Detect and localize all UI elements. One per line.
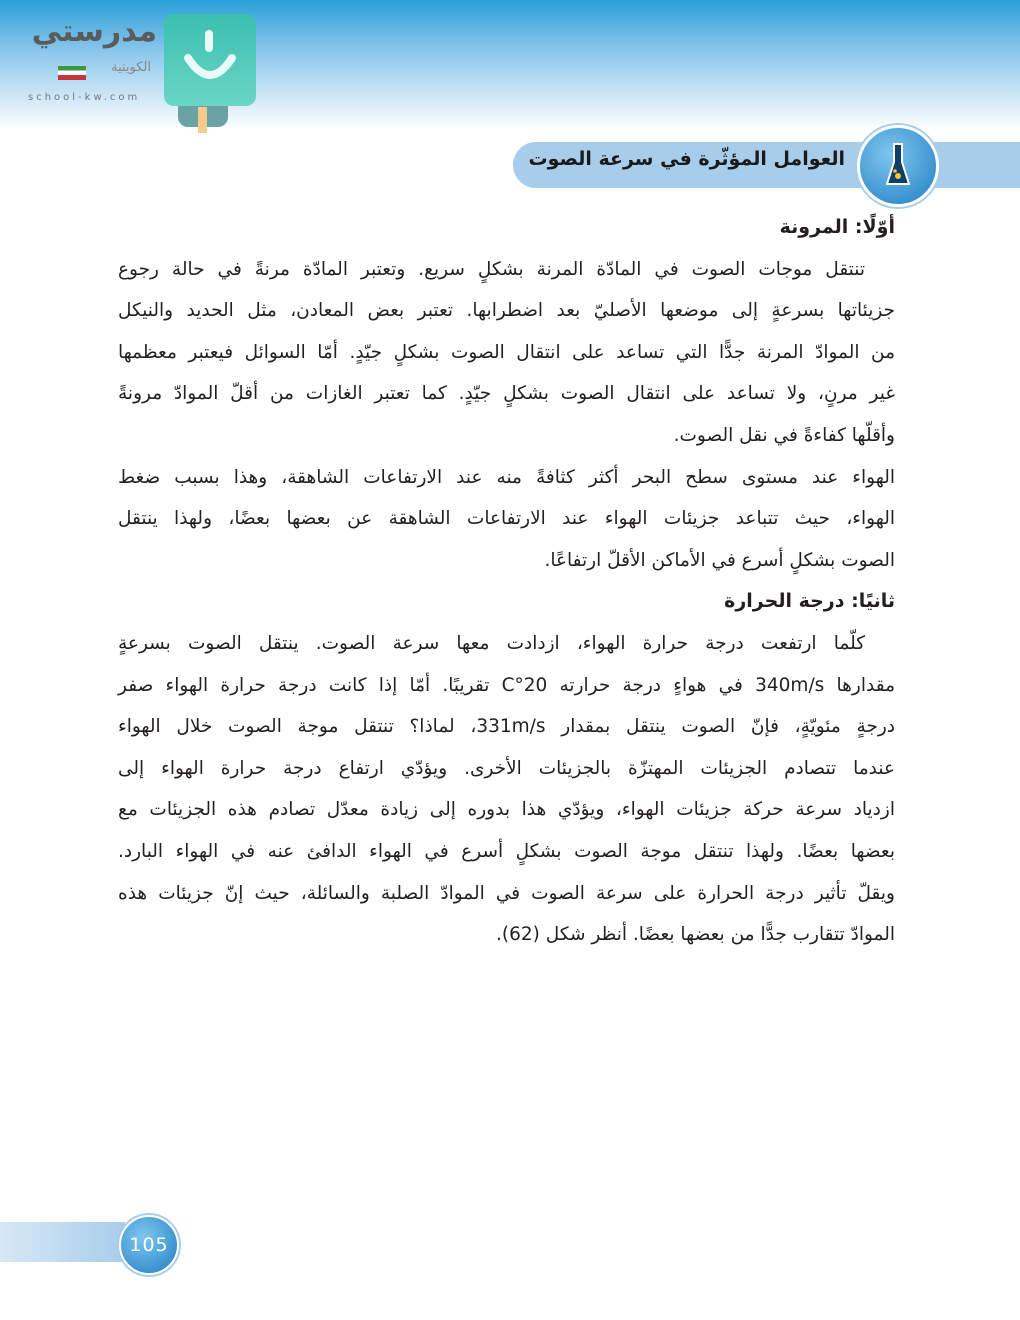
paragraph-line: ازدياد سرعة حركة جزيئات الهواء، ويؤدّي هذا بدوره إلى زيادة معدّل تصادم هذه الجزيئات مع — [118, 799, 895, 821]
paragraph-line: كلّما ارتفعت درجة حرارة الهواء، ازدادت معها سرعة الصوت. ينتقل الصوت بسرعةٍ — [118, 632, 865, 654]
heading-temperature: ثانيًا: درجة الحرارة — [724, 590, 895, 613]
paragraph-line: ويقلّ تأثير درجة الحرارة على سرعة الصوت في الموادّ الصلبة والسائلة، حيث إنّ جزيئات هذه — [118, 882, 895, 904]
paragraph-line: الموادّ تتقارب جدًّا من بعضها بعضًا. أنظر شكل (62). — [496, 924, 895, 946]
paragraph-line: من الموادّ المرنة جدًّا التي تساعد على انتقال الصوت بشكلٍ جيّدٍ. أمّا السوائل فيعتبر معظمها — [118, 341, 895, 363]
logo-stick — [198, 107, 207, 133]
paragraph-line: الصوت بشكلٍ أسرع في الأماكن الأقلّ ارتفاعًا. — [544, 549, 895, 571]
paragraph-line: تنتقل موجات الصوت في المادّة المرنة بشكلٍ سريع. وتعتبر المادّة مرنةً في حالة رجوع — [118, 258, 865, 280]
paragraph-line: الهواء عند مستوى سطح البحر أكثر كثافةً منه عند الارتفاعات الشاهقة، وهذا بسبب ضغط — [118, 466, 895, 488]
heading-elasticity: أوّلًا: المرونة — [779, 216, 895, 238]
section-title: العوامل المؤثّرة في سرعة الصوت — [528, 148, 845, 170]
paragraph-line: مقدارها 340m/s في هواءٍ درجة حرارته 20°C تقريبًا. أمّا إذا كانت درجة حرارة الهواء صفر — [118, 674, 895, 696]
paragraph-line: وأقلّها كفاءةً في نقل الصوت. — [673, 424, 895, 446]
paragraph-line: غير مرنٍ، ولا تساعد على انتقال الصوت بشكلٍ جيّدٍ. كما تعتبر الغازات من أقلّ الموادّ مرونةً — [118, 383, 895, 405]
paragraph-line: جزيئاتها بسرعةٍ إلى موضعها الأصليّ بعد اضطرابها. تعتبر بعض المعادن، مثل الحديد والنيكل — [118, 300, 895, 322]
paragraph-line: عندما تتصادم الجزيئات المهتزّة بالجزيئات الأخرى. ويؤدّي ارتفاع درجة حرارة الهواء إلى — [118, 757, 895, 779]
paragraph-line: بعضها بعضًا. ولهذا تنتقل موجة الصوت بشكلٍ أسرع في الهواء الدافئ عنه في الهواء البارد. — [118, 840, 895, 862]
site-logo — [20, 12, 260, 137]
logo-url: school-kw.com — [28, 92, 141, 103]
logo-subtitle: الكويتية — [111, 60, 151, 75]
logo-icon — [164, 14, 256, 106]
flask-icon — [857, 125, 939, 207]
page-number-bar — [0, 1222, 125, 1262]
paragraph-line: درجةٍ مئويّةٍ، فإنّ الصوت ينتقل بمقدار 331m/s، لماذا؟ تنتقل موجة الصوت خلال الهواء — [118, 716, 895, 738]
paragraph-line: الهواء، حيث تتباعد جزيئات الهواء عند الارتفاعات الشاهقة عن بعضها بعضًا، ولهذا ينتقل — [118, 508, 895, 530]
body-text — [118, 207, 895, 956]
logo-name: مدرستي — [31, 14, 157, 49]
page-number: 105 — [119, 1215, 179, 1275]
